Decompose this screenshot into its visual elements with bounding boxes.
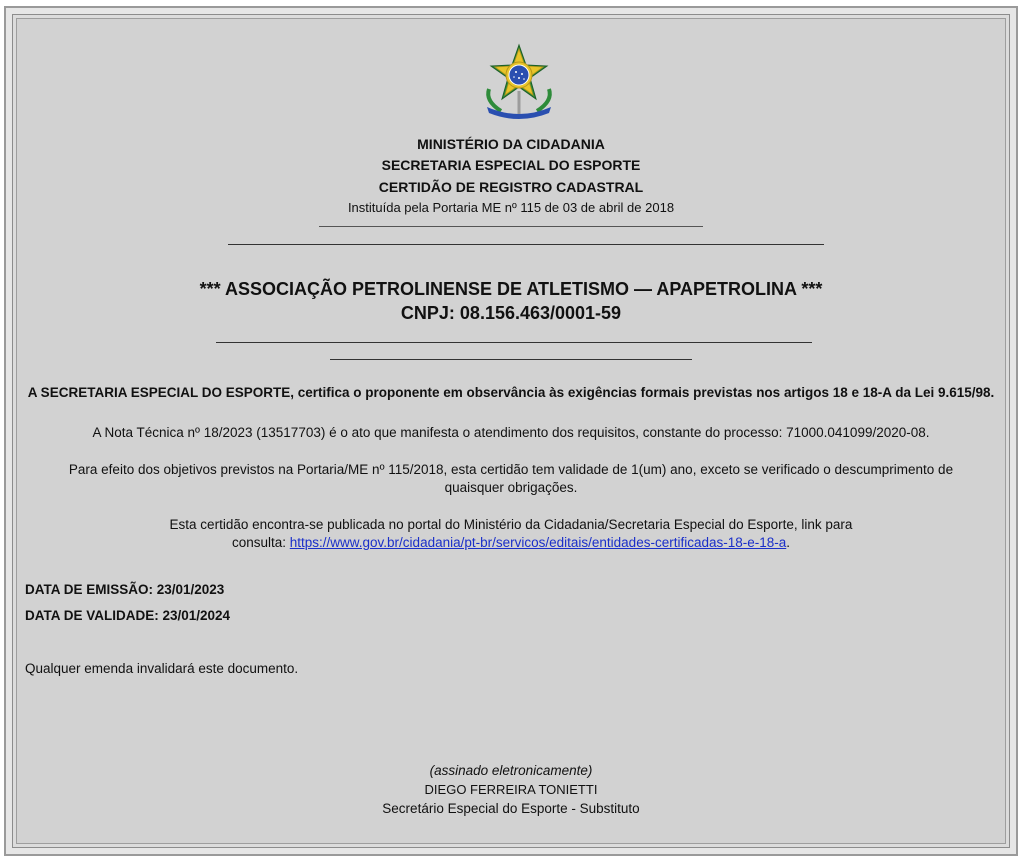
certification-statement: [17, 385, 1005, 400]
validity-text-line1: Para efeito dos objetivos previstos na Portaria/ME nº 115/2018, esta certidão tem validade de 1(um) ano, exceto se verificado o descumprimento de: [68, 462, 954, 477]
brazil-coat-of-arms-icon: [479, 41, 559, 121]
emission-date: DATA DE EMISSÃO: 23/01/2023: [25, 582, 225, 597]
secretariat-heading: SECRETARIA ESPECIAL DO ESPORTE: [381, 157, 641, 173]
technical-note-text: A Nota Técnica nº 18/2023 (13517703) é o ato que manifesta o atendimento dos requisitos, constante do processo: 71000.041099/2020-08.: [92, 425, 930, 440]
certificate-page: [16, 18, 1006, 844]
signer-role: Secretário Especial do Esporte - Substituto: [382, 801, 640, 816]
certified-entities-link[interactable]: https://www.gov.br/cidadania/pt-br/servicos/editais/entidades-certificadas-18-e-18-a: [289, 535, 787, 550]
certification-text: certifica o proponente em observância às exigências formais previstas nos artigos 18 e 18-A da Lei 9.615/98.: [297, 385, 995, 400]
validity-text-line2: quaisquer obrigações.: [444, 480, 578, 495]
publication-text-line1: Esta certidão encontra-se publicada no portal do Ministério da Cidadania/Secretaria Especial do Esporte, link para: [169, 517, 853, 532]
entity-divider-short: [330, 359, 692, 360]
instituted-by-text: Instituída pela Portaria ME nº 115 de 03 de abril de 2018: [347, 200, 675, 215]
publication-suffix: .: [786, 535, 791, 550]
header-divider-short: [319, 226, 703, 227]
signed-electronically-note: (assinado eletronicamente): [429, 763, 593, 778]
validity-date: DATA DE VALIDADE: 23/01/2024: [25, 608, 231, 623]
publication-prefix: consulta:: [231, 535, 290, 550]
certification-subject: A SECRETARIA ESPECIAL DO ESPORTE,: [27, 385, 294, 400]
entity-name: *** ASSOCIAÇÃO PETROLINENSE DE ATLETISMO — APAPETROLINA ***: [199, 279, 823, 299]
certificate-mid-frame: [12, 14, 1010, 848]
signer-name: DIEGO FERREIRA TONIETTI: [424, 782, 598, 797]
amendment-notice: Qualquer emenda invalidará este documento.: [25, 661, 299, 676]
header-divider-long: [228, 244, 824, 245]
entity-cnpj: CNPJ: 08.156.463/0001-59: [400, 303, 622, 323]
entity-divider-long: [216, 342, 812, 343]
certificate-outer-frame: [4, 6, 1018, 856]
publication-text-line2: [17, 535, 1005, 550]
ministry-heading: MINISTÉRIO DA CIDADANIA: [417, 136, 605, 152]
certificate-title: CERTIDÃO DE REGISTRO CADASTRAL: [378, 179, 644, 195]
